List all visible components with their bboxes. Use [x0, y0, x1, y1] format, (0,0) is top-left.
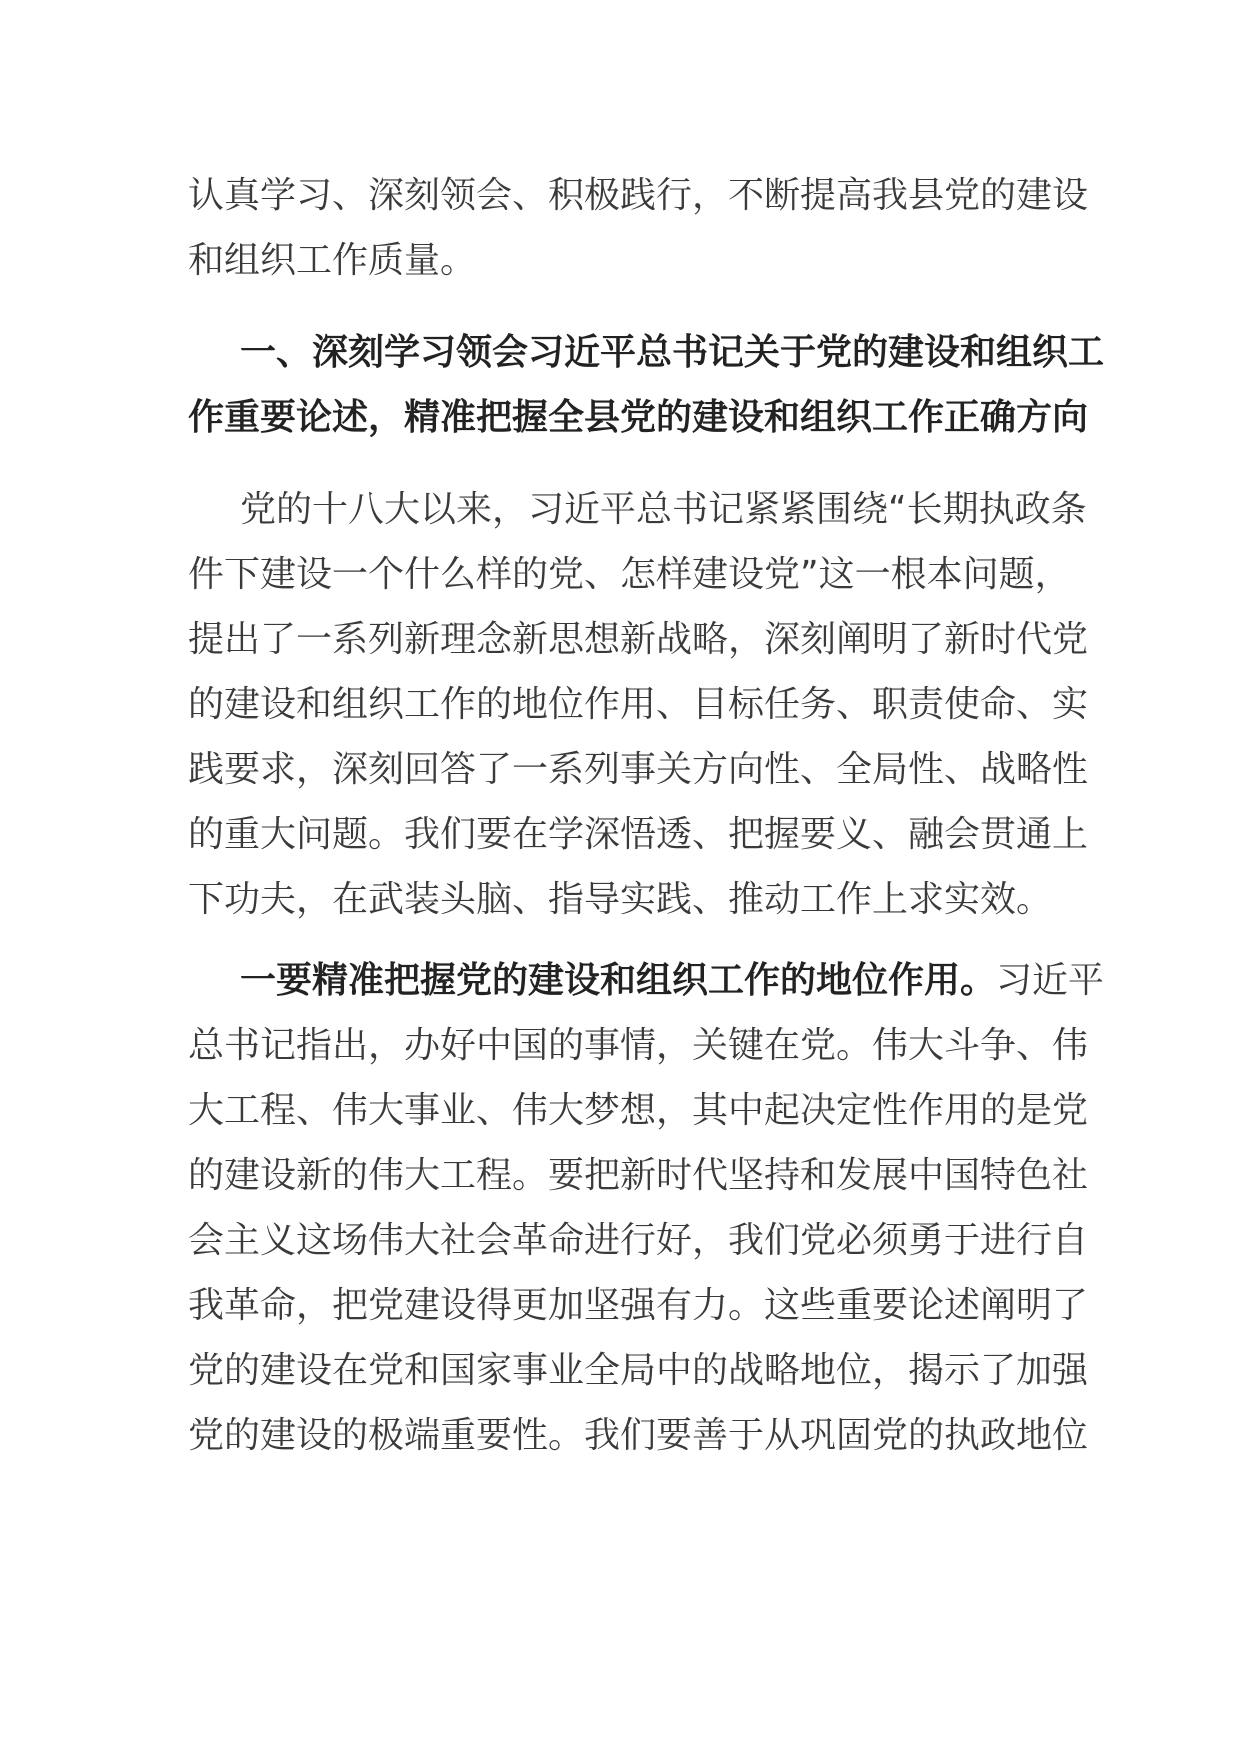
heading-line: 一、深刻学习领会习近平总书记关于党的建设和组织工	[240, 332, 1105, 373]
text-line: 件下建设一个什么样的党、怎样建设党”这一根本问题，	[188, 554, 1071, 595]
heading-line: 作重要论述，精准把握全县党的建设和组织工作正确方向	[188, 397, 1089, 438]
text-line: 我革命，把党建设得更加坚强有力。这些重要论述阐明了	[188, 1285, 1089, 1326]
text-line: 和组织工作质量。	[188, 240, 477, 281]
text-line: 的建设新的伟大工程。要把新时代坚持和发展中国特色社	[188, 1155, 1089, 1196]
document-page	[188, 163, 1105, 1468]
section-heading	[188, 320, 1105, 450]
text-line: 的重大问题。我们要在学深悟透、把握要义、融会贯通上	[188, 814, 1089, 855]
text-line	[188, 948, 1105, 1013]
text-line: 总书记指出，办好中国的事情，关键在党。伟大斗争、伟	[188, 1025, 1089, 1066]
text-line: 会主义这场伟大社会革命进行好，我们党必须勇于进行自	[188, 1220, 1089, 1261]
text-line: 下功夫，在武装头脑、指导实践、推动工作上求实效。	[188, 879, 1053, 920]
text-line: 党的十八大以来，习近平总书记紧紧围绕“长期执政条	[240, 489, 1087, 530]
text-line: 大工程、伟大事业、伟大梦想，其中起决定性作用的是党	[188, 1090, 1089, 1131]
body-paragraph-2	[188, 948, 1105, 1468]
text-line: 的建设和组织工作的地位作用、目标任务、职责使命、实	[188, 684, 1089, 725]
text-line: 党的建设的极端重要性。我们要善于从巩固党的执政地位	[188, 1415, 1089, 1456]
text-line: 践要求，深刻回答了一系列事关方向性、全局性、战略性	[188, 749, 1089, 790]
paragraph-lead: 一要精准把握党的建设和组织工作的地位作用。	[240, 960, 997, 1001]
body-paragraph-1	[188, 477, 1089, 932]
text-line: 认真学习、深刻领会、积极践行，不断提高我县党的建设	[188, 175, 1089, 216]
text-line: 提出了一系列新理念新思想新战略，深刻阐明了新时代党	[188, 619, 1089, 660]
text-line: 党的建设在党和国家事业全局中的战略地位，揭示了加强	[188, 1350, 1089, 1391]
intro-paragraph	[188, 163, 1089, 293]
lead-continuation: 习近平	[996, 960, 1105, 1001]
